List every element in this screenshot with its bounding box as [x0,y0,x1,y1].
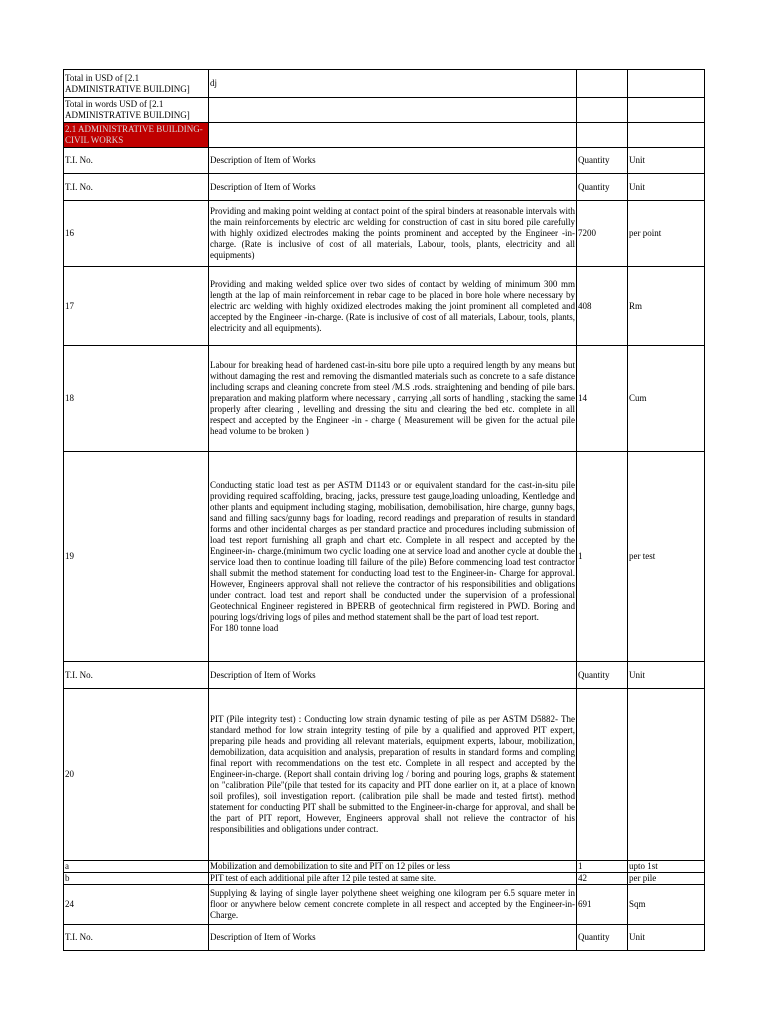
header-unit: Unit [628,925,705,951]
item-quantity: 14 [577,346,628,452]
header-no: T.I. No. [64,148,209,174]
column-header-row [64,925,705,951]
bill-of-quantities-table [63,69,705,951]
total-words-row [64,98,705,123]
header-description: Description of Item of Works [209,174,577,201]
empty-cell [209,98,577,123]
item-no: 20 [64,689,209,861]
table-row [64,346,705,452]
table-row [64,873,705,885]
header-quantity: Quantity [577,925,628,951]
item-description [209,452,577,662]
item-quantity: 7200 [577,201,628,267]
item-description: Supplying & laying of single layer polythene sheet weighing one kilogram per 6.5 square meter in floor or anywhere below cement concrete complete in all respect and accepted by the Engineer-in-Charge. [209,885,577,925]
table-row [64,452,705,662]
item-unit [628,689,705,861]
section-title-row [64,123,705,148]
header-quantity: Quantity [577,174,628,201]
item-description: PIT (Pile integrity test) : Conducting low strain dynamic testing of pile as per ASTM D5882- The standard method for low strain integrity testing of pile by a qualified and approved PIT expert, preparing pile heads and providing all relevant materials, equipment experts, labour, mobilization, demobilization, data acquisition and analysis, preparation of results in standard forms and compling final report with recommendations on the test etc. Complete in all respect and accepted by the Engineer-in-charge. (Report shall contain driving log / boring and pouring logs, graphs & statement on "calibration Pile"(pile that tested for its capacity and PIT done earlier on it, at a place of known soil profiles), soil investigation report. (calibration pile shall be made and tested firtst). method statement for conducting PIT shall be submitted to the Engineer-in-charge for approval, and shall be the part of PIT report, However, Engineers approval shall not relieve the contractor of his responsibilities and obligations under contract. [209,689,577,861]
header-unit: Unit [628,174,705,201]
empty-cell [577,70,628,98]
table-row [64,861,705,873]
item-no: a [64,861,209,873]
item-unit: upto 1st [628,861,705,873]
table-row [64,201,705,267]
item-quantity [577,689,628,861]
item-no: 18 [64,346,209,452]
header-quantity: Quantity [577,662,628,689]
header-no: T.I. No. [64,925,209,951]
total-usd-label: Total in USD of [2.1 ADMINISTRATIVE BUILDING] [64,70,209,98]
empty-cell [628,70,705,98]
header-unit: Unit [628,662,705,689]
item-quantity: 691 [577,885,628,925]
total-words-label: Total in words USD of [2.1 ADMINISTRATIVE BUILDING] [64,98,209,123]
item-description: Providing and making welded splice over two sides of contact by welding of minimum 300 mm length at the lap of main reinforcement in rebar cage to be placed in bore hole where necessary by electric arc welding with highly oxidized electrodes making the joint prominent all completed and accepted by the Engineer -in-charge. (Rate is inclusive of cost of all materials, Labour, tools, plants, electricity and all equipments). [209,267,577,346]
header-description: Description of Item of Works [209,925,577,951]
empty-cell [628,98,705,123]
header-description: Description of Item of Works [209,148,577,174]
empty-cell [628,123,705,148]
item-unit: per test [628,452,705,662]
item-unit: per point [628,201,705,267]
item-unit: per pile [628,873,705,885]
header-no: T.I. No. [64,662,209,689]
column-header-row [64,662,705,689]
item-no: 19 [64,452,209,662]
section-title: 2.1 ADMINISTRATIVE BUILDING-CIVIL WORKS [64,123,209,148]
item-no: 16 [64,201,209,267]
header-unit: Unit [628,148,705,174]
item-quantity: 408 [577,267,628,346]
empty-cell [577,98,628,123]
table-row [64,885,705,925]
item-no: 24 [64,885,209,925]
column-header-row [64,174,705,201]
item-unit: Sqm [628,885,705,925]
item-description-text: Conducting static load test as per ASTM D1143 or or equivalent standard for the cast-in-situ pile providing required scaffolding, bracing, jacks, pressure test gauge,loading unloading, Kentledge and other plants and equipment including staging, mobilisation, demobilisation, hire charge, gunny bags, sand and filling sacs/gunny bags for loading, record readings and preparation of results in standard forms and other incidental charges as per standard practice and procedures including submission of load test report furnishing all graph and chart etc. Complete in all respect and accepted by the Engineer-in- charge.(minimum two cyclic loading one at service load and another cycle at double the service load then to continue loading till failure of the pile) Before commencing load test contractor shall submit the method statement for conducting load test to the Engineer-in- Charge for approval. However, Engineers approval shall not relieve the contractor of his responsibilities and obligations under contract. load test and report shall be conducted under the supervision of a professional Geotechnical Engineer registered in BPERB of geotechnical firm registered in PWD. Boring and pouring logs/driving logs of piles and method statement shall be the part of load test report. [210,479,575,622]
empty-cell [577,123,628,148]
item-quantity: 42 [577,873,628,885]
item-no: 17 [64,267,209,346]
item-unit: Cum [628,346,705,452]
header-description: Description of Item of Works [209,662,577,689]
total-usd-row [64,70,705,98]
header-no: T.I. No. [64,174,209,201]
item-description: Providing and making point welding at contact point of the spiral binders at reasonable intervals with the main reinforcements by electric arc welding for construction of cast in situ bored pile carefully with highly oxidized electrodes making the points prominent and accepted by the Engineer -in-charge. (Rate is inclusive of cost of all materials, Labour, tools, plants, electricity and all equipments) [209,201,577,267]
item-no: b [64,873,209,885]
column-header-row [64,148,705,174]
item-description-extra: For 180 tonne load [210,622,279,633]
table-row [64,267,705,346]
empty-cell [209,123,577,148]
table-row [64,689,705,861]
total-usd-value: dj [209,70,577,98]
header-quantity: Quantity [577,148,628,174]
item-description: Mobilization and demobilization to site and PIT on 12 piles or less [209,861,577,873]
item-description: Labour for breaking head of hardened cast-in-situ bore pile upto a required length by any means but without damaging the rest and removing the dismantled materials such as concrete to a safe distance including scraps and cleaning concrete from steel /M.S .rods. straightening and bending of pile bars. preparation and making platform where necessary , carrying ,all sorts of handling , stacking the same properly after clearing , levelling and dressing the situ and clearing the bed etc. complete in all respect and accepted by the Engineer -in - charge ( Measurement will be given for the actual pile head volume to be broken ) [209,346,577,452]
item-unit: Rm [628,267,705,346]
item-description: PIT test of each additional pile after 12 pile tested at same site. [209,873,577,885]
item-quantity: 1 [577,861,628,873]
item-quantity: 1 [577,452,628,662]
